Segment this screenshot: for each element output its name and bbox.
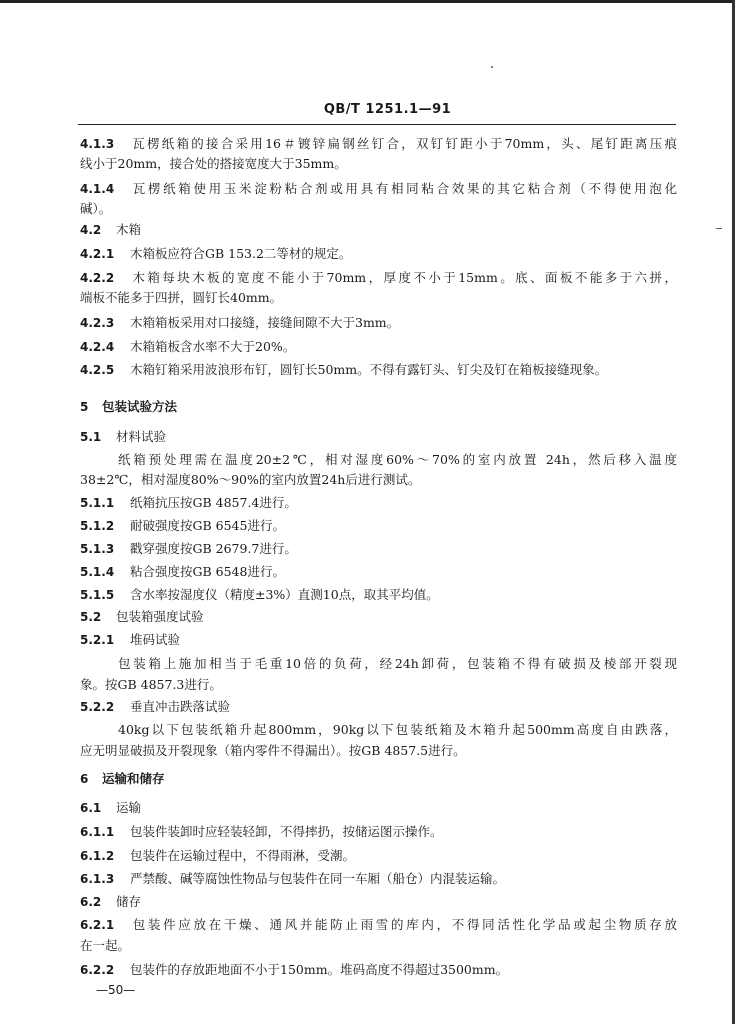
section-text: 包装件装卸时应轻装轻卸，不得摔扔，按储运图示操作。 (130, 824, 443, 839)
section-text: 储存 (116, 894, 142, 909)
section-text: 瓦楞纸箱使用玉米淀粉粘合剂或用具有相同粘合效果的其它粘合剂（不得使用泡化 (130, 181, 677, 196)
section-line (80, 339, 295, 355)
section-text: 线小于20mm，接合处的搭接宽度大于35mm。 (80, 156, 347, 171)
continuation-line (80, 743, 466, 759)
continuation-line (80, 201, 111, 217)
continuation-line (118, 656, 677, 672)
section-number: 5.1.1 (80, 496, 115, 510)
scan-border-top (0, 0, 735, 3)
header-rule (78, 124, 676, 125)
section-number: 4.2 (80, 223, 102, 237)
section-line (80, 181, 677, 197)
section-number: 6.2.1 (80, 918, 115, 932)
section-line (80, 824, 443, 840)
continuation-line (80, 472, 420, 488)
section-line (80, 315, 399, 331)
section-text: 包装箱强度试验 (116, 609, 204, 624)
section-line (80, 800, 141, 816)
section-text: 包装试验方法 (102, 399, 178, 414)
section-line (80, 362, 607, 378)
section-number: 5.2.2 (80, 700, 115, 714)
section-number: 6.1 (80, 801, 102, 815)
section-number: 4.2.5 (80, 363, 115, 377)
section-line (80, 848, 355, 864)
section-number: 5.2 (80, 610, 102, 624)
section-text: 40kg以下包装纸箱升起800mm，90kg以下包装纸箱及木箱升起500mm高度自由跌落， (118, 722, 677, 737)
section-number: 4.2.1 (80, 247, 115, 261)
section-line (80, 518, 285, 534)
section-number: 5.1.5 (80, 588, 115, 602)
section-number: 5.1 (80, 430, 102, 444)
section-text: 包装件应放在干燥、通风并能防止雨雪的库内，不得同活性化学品或起尘物质存放 (130, 917, 677, 932)
section-number: 4.2.2 (80, 271, 115, 285)
section-number: 5.2.1 (80, 633, 115, 647)
section-number: 6.1.3 (80, 872, 115, 886)
section-line (80, 609, 204, 625)
section-number: 6.1.2 (80, 849, 115, 863)
scan-speck (716, 228, 722, 229)
section-text: 木箱箱板含水率不大于20%。 (130, 339, 296, 354)
section-number: 5.1.4 (80, 565, 115, 579)
section-line (80, 246, 351, 262)
section-text: 木箱板应符合GB 153.2二等材的规定。 (130, 246, 352, 261)
section-text: 粘合强度按GB 6548进行。 (130, 564, 285, 579)
section-text: 纸箱预处理需在温度20±2℃，相对湿度60%～70%的室内放置 24h，然后移入温度 (118, 452, 677, 467)
continuation-line (118, 452, 677, 468)
continuation-line (118, 722, 677, 738)
section-line (80, 136, 677, 152)
section-text: 在一起。 (80, 938, 131, 953)
section-number: 5.1.3 (80, 542, 115, 556)
section-text: 堆码试验 (130, 632, 181, 647)
section-text: 戳穿强度按GB 2679.7进行。 (130, 541, 297, 556)
section-text: 木箱钉箱采用波浪形布钉，圆钉长50mm。不得有露钉头、钉尖及钉在箱板接缝现象。 (130, 362, 608, 377)
section-text: 应无明显破损及开裂现象（箱内零件不得漏出）。按GB 4857.5进行。 (80, 743, 466, 758)
section-line (80, 495, 297, 511)
section-line (80, 541, 297, 557)
continuation-line (80, 938, 130, 954)
section-text: 包装件在运输过程中，不得雨淋，受潮。 (130, 848, 356, 863)
section-text: 碱）。 (80, 201, 112, 216)
section-text: 垂直冲击跌落试验 (130, 699, 231, 714)
section-number: 4.2.3 (80, 316, 115, 330)
section-text: 木箱每块木板的宽度不能小于70mm，厚度不小于15mm。底、面板不能多于六拼， (130, 270, 677, 285)
section-text: 瓦楞纸箱的接合采用16＃镀锌扁钢丝钉合，双钉钉距小于70mm，头、尾钉距离压痕 (130, 136, 677, 151)
section-number: 4.2.4 (80, 340, 115, 354)
section-line (80, 632, 180, 648)
section-line (80, 962, 508, 978)
section-text: 耐破强度按GB 6545进行。 (130, 518, 285, 533)
section-number: 6.2 (80, 895, 102, 909)
section-text: 包装件的存放距地面不小于150mm。堆码高度不得超过3500mm。 (130, 962, 509, 977)
section-number: 4.1.3 (80, 137, 115, 151)
section-text: 运输 (116, 800, 142, 815)
section-line (80, 270, 677, 286)
section-line (80, 222, 141, 238)
section-text: 象。按GB 4857.3进行。 (80, 677, 222, 692)
section-text: 纸箱抗压按GB 4857.4进行。 (130, 495, 297, 510)
standard-code-header: QB/T 1251.1—91 (323, 102, 452, 117)
section-line (80, 399, 177, 415)
section-line (80, 771, 165, 787)
continuation-line (80, 290, 282, 306)
scan-speck (491, 66, 493, 68)
section-number: 4.1.4 (80, 182, 115, 196)
section-text: 木箱箱板采用对口接缝，接缝间隙不大于3mm。 (130, 315, 400, 330)
section-text: 木箱 (116, 222, 142, 237)
section-text: 运输和储存 (102, 771, 165, 786)
section-line (80, 871, 505, 887)
section-number: 6 (80, 772, 89, 786)
section-text: 含水率按湿度仪（精度±3%）直测10点，取其平均值。 (130, 587, 439, 602)
section-number: 5.1.2 (80, 519, 115, 533)
section-text: 材料试验 (116, 429, 167, 444)
section-text: 38±2℃，相对湿度80%～90%的室内放置24h后进行测试。 (80, 472, 421, 487)
section-line (80, 564, 285, 580)
section-text: 包装箱上施加相当于毛重10倍的负荷，经24h卸荷，包装箱不得有破损及棱部开裂现 (118, 656, 677, 671)
continuation-line (80, 677, 222, 693)
section-text: 严禁酸、碱等腐蚀性物品与包装件在同一车厢（船仓）内混装运输。 (130, 871, 506, 886)
section-line (80, 894, 141, 910)
section-number: 5 (80, 400, 89, 414)
section-line (80, 917, 677, 933)
section-text: 端板不能多于四拼，圆钉长40mm。 (80, 290, 283, 305)
continuation-line (80, 156, 347, 172)
page-number: —50— (96, 983, 136, 997)
section-number: 6.1.1 (80, 825, 115, 839)
section-line (80, 587, 439, 603)
section-line (80, 699, 230, 715)
section-line (80, 429, 166, 445)
section-number: 6.2.2 (80, 963, 115, 977)
